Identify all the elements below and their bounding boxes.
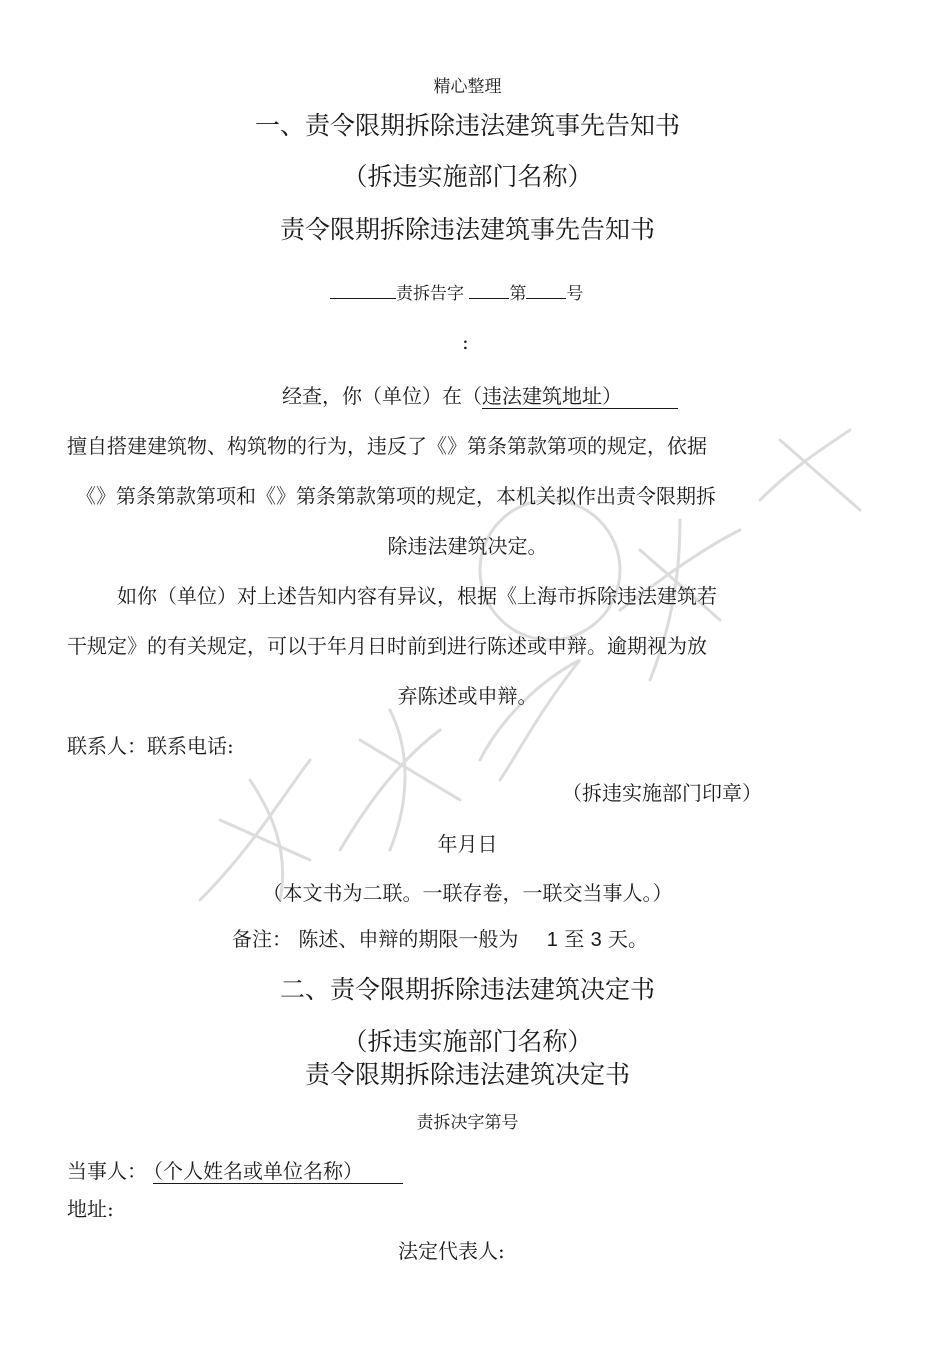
section1-dept-name: （拆违实施部门名称） — [342, 162, 593, 191]
p2-line2: 干规定》的有关规定，可以于年月日时前到进行陈述或申辩。逾期视为放 — [67, 634, 707, 658]
section2-dept-name: （拆违实施部门名称） — [342, 1027, 593, 1056]
remark-text: 陈述、申辩的期限一般为 — [298, 927, 519, 951]
blank-line — [330, 278, 396, 299]
section1-heading: 一、责令限期拆除违法建筑事先告知书 — [254, 111, 680, 140]
p1-line2: 擅自搭建建筑物、构筑物的行为，违反了《》第条第款第项的规定，依据 — [67, 434, 707, 458]
remark-line — [232, 923, 648, 952]
doc-no-part1: 责拆告字 — [396, 284, 464, 304]
section1-date: 年月日 — [437, 832, 498, 856]
party-label: 当事人： — [67, 1159, 147, 1183]
remark-to-word: 至 — [564, 927, 585, 951]
remark-label: 备注： — [232, 927, 292, 951]
blank-line — [526, 278, 566, 299]
remark-unit: 天。 — [608, 927, 649, 951]
address-label: 地址: — [67, 1197, 114, 1221]
p1-line1-a: 经查，你（单位）在（ — [282, 384, 482, 408]
p2-line3: 弃陈述或申辩。 — [397, 684, 538, 708]
party-line — [67, 1155, 403, 1184]
contact-line: 联系人：联系电话: — [67, 734, 234, 758]
addressee-colon: : — [462, 330, 469, 354]
p1-line4: 除违法建筑决定。 — [387, 534, 548, 558]
violation-address-field: 违法建筑地址） — [482, 384, 678, 409]
party-name-field: （个人姓名或单位名称） — [153, 1159, 403, 1184]
section2-doc-number: 责拆决字第号 — [416, 1113, 519, 1133]
p2-line1: 如你（单位）对上述告知内容有异议，根据《上海市拆除违法建筑若 — [117, 584, 717, 608]
p1-line1 — [282, 380, 678, 409]
doc-no-part3: 号 — [566, 284, 584, 304]
header-note: 精心整理 — [433, 77, 502, 97]
legal-rep-label: 法定代表人: — [398, 1239, 505, 1263]
section2-heading: 二、责令限期拆除违法建筑决定书 — [279, 975, 655, 1004]
doc-no-part2: 第 — [509, 284, 527, 304]
seal-placeholder: （拆违实施部门印章） — [562, 781, 762, 805]
p1-line3: 《》第条第款第项和《》第条第款第项的规定，本机关拟作出责令限期拆 — [76, 484, 716, 508]
blank-line — [469, 278, 509, 299]
remark-to: 3 — [590, 929, 602, 951]
copies-note: （本文书为二联。一联存卷，一联交当事人。） — [262, 881, 673, 905]
section2-doc-title: 责令限期拆除违法建筑决定书 — [304, 1060, 630, 1089]
section1-doc-number — [330, 278, 583, 304]
section1-doc-title: 责令限期拆除违法建筑事先告知书 — [279, 215, 655, 244]
remark-from: 1 — [546, 929, 558, 951]
